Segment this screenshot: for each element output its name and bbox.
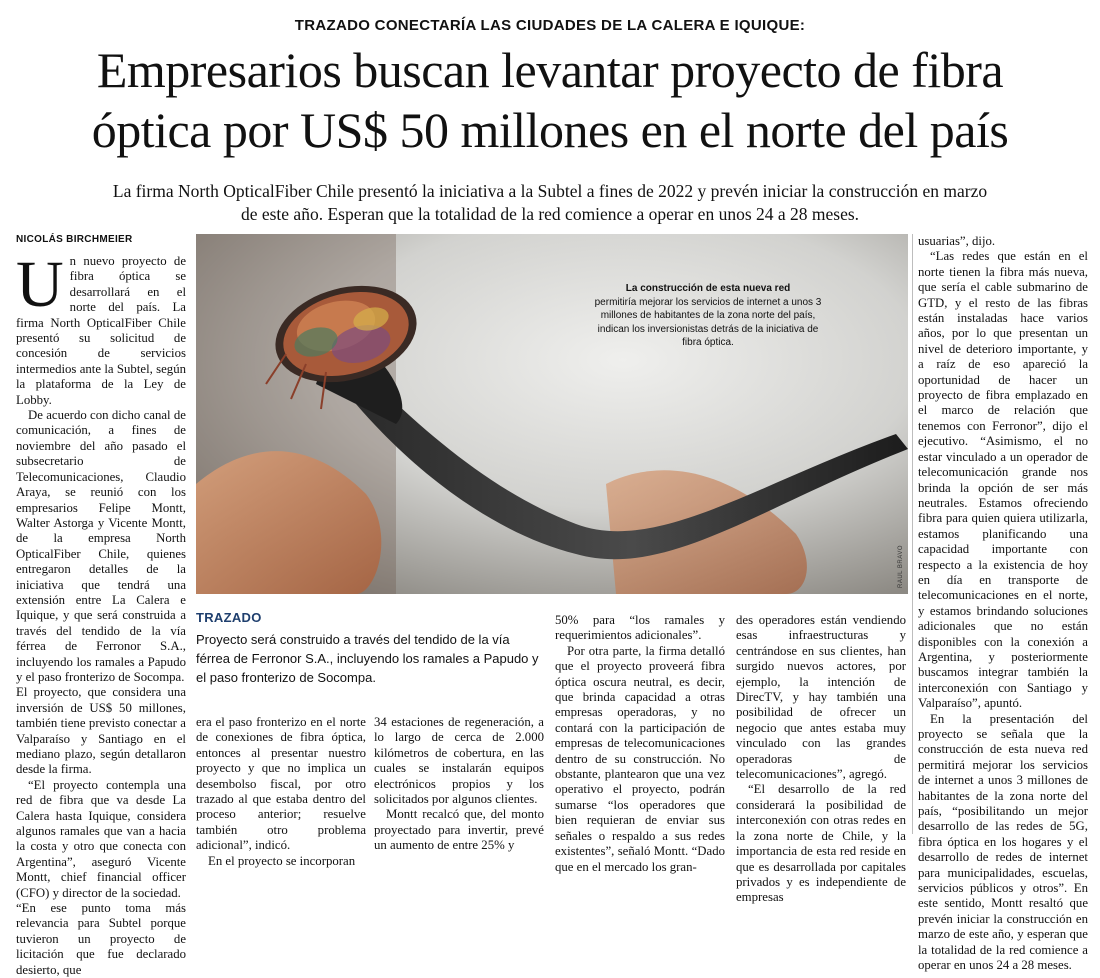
paragraph: 34 estaciones de regeneración, a lo largo de cerca de 2.000 kilómetros de cobertura, en las cuales se instalarán equipos electrónicos propios y los solicitados por algunos clientes.	[374, 715, 544, 807]
sidebar-box-text: Proyecto será construido a través del tendido de la vía férrea de Ferronor S.A., incluyendo los ramales a Papudo y el paso fronterizo de Socompa.	[196, 632, 539, 685]
paragraph: des operadores están vendiendo esas infraestructuras y centrándose en sus clientes, han surgido nuevos actores, por ejemplo, la intención de DirecTV, y hay también una posibilidad de ofrecer un negocio que antes estaba muy vinculado con las grandes operadoras de telecomunicaciones”, agregó.	[736, 613, 906, 782]
drop-cap: U	[16, 248, 64, 321]
paragraph: “El desarrollo de la red considerará la posibilidad de interconexión con otras redes en la zona norte de Chile, y la importancia de esta red reside en que es desarrollada por capitales privados y es independiente de empresas	[736, 782, 906, 905]
paragraph: Por otra parte, la firma detalló que el proyecto proveerá fibra óptica oscura neutral, es decir, que brinda capacidad a otras empresas operadoras, y no contará con la participación de empresas de telecomunicaciones dentro de su construcción. No obstante, plantearon que una vez operativo el proyecto, podrán sumarse “los operadores que bien requieran de enviar sus señales o respaldo a sus redes existentes”, señaló Montt. “Dado que en el mercado los gran-	[555, 643, 725, 874]
paragraph: “En ese punto toma más relevancia para Subtel porque tuvieron un proyecto de licitación que fue declarado desierto, que	[16, 901, 186, 977]
paragraph: En la presentación del proyecto se señala que la construcción de esta nueva red permitirá mejorar los servicios de internet a unos 3 millones de habitantes de la zona norte del país, “posibilitando un mejor desarrollo de las redes de 5G, fibra óptica en los hogares y el desarrollo de redes de internet para municipalidades, escuelas, servicios públicos y otros”. En este sentido, Montt resaltó que prevén iniciar la construcción en marzo de este año, y esperan que la totalidad de la red comience a operar en unos 24 a 28 meses.	[918, 711, 1088, 973]
deck-line-2: de este año. Esperan que la totalidad de la red comience a operar en unos 24 a 28 meses.	[240, 204, 860, 224]
paragraph: Montt recalcó que, del monto proyectado para invertir, prevé un aumento de entre 25% y	[374, 807, 544, 853]
deck	[70, 180, 1030, 226]
paragraph: “Las redes que están en el norte tienen la fibra más nueva, que sería el cable submarino de GTD, y el resto de las fibras están instaladas hace varios años, por lo que presentan un nivel de deterioro importante, y a raíz de eso apareció la oportunidad de hacer un proyecto de fibra emplazado en el marco de relación que tenemos con Ferronor”, dijo el ejecutivo. “Asimismo, el no estar vinculado a un operador de telecomunicación grande nos brinda la opción de ser más neutrales. Estamos ofreciendo fibra para quien quiera utilizarla, estamos planificando una capacidad importante con respecto a la existencia de hoy en día en transporte de telecomunicaciones en el norte, y estamos brindando soluciones adicionales que no están disponibles con la conexión a Argentina, y posteriormente buscamos integrar también la interconexión con Santiago y Valparaíso”, apuntó.	[918, 249, 1088, 711]
paragraph: En el proyecto se incorporan	[208, 853, 356, 868]
kicker: TRAZADO CONECTARÍA LAS CIUDADES DE LA CALERA E IQUIQUE:	[294, 17, 806, 34]
paragraph: usuarias”, dijo.	[918, 234, 996, 248]
deck-line-1: La firma North OpticalFiber Chile presentó la iniciativa a la Subtel a fines de 2022 y prevén iniciar la construcción en marzo	[112, 181, 988, 201]
headline-line-2: óptica por US$ 50 millones en el norte del país	[91, 102, 1009, 158]
paragraph-text: n nuevo proyecto de fibra óptica se desarrollará en el norte del país. La firma North OpticalFiber Chile presentó su solicitud de concesión de servicios intermedios ante la Subtel, según la plataforma de la Ley de Lobby.	[16, 254, 186, 407]
sidebar-box-title: TRAZADO	[196, 610, 262, 625]
article-column-1	[16, 248, 186, 978]
headline	[10, 40, 1090, 160]
article-column-4	[555, 613, 725, 875]
paragraph: “El proyecto contempla una red de fibra que va desde La Calera hasta Iquique, considera algunos ramales que van a hacia la costa y otro que conecta con Argentina”, aseguró Vicente Montt, chief financial officer (CFO) y director de la sociedad.	[16, 777, 186, 900]
headline-line-1: Empresarios buscan levantar proyecto de fibra	[96, 42, 1004, 98]
photo-caption	[593, 282, 823, 350]
paragraph	[16, 248, 186, 408]
paragraph: El proyecto, que considera una inversión de US$ 50 millones, también tiene previsto conectar a Valparaíso y Santiago en el mediano plazo, según detallaron desde la firma.	[16, 685, 186, 777]
article-column-6	[918, 234, 1088, 974]
photo-credit: RAÚL BRAVO	[898, 545, 904, 589]
byline: NICOLÁS BIRCHMEIER	[16, 234, 133, 245]
column-divider	[912, 234, 913, 834]
article-column-5	[736, 613, 906, 906]
paragraph: 50% para “los ramales y requerimientos adicionales”.	[555, 613, 725, 643]
caption-bold: La construcción de esta nueva red	[625, 283, 791, 294]
article-column-2	[196, 715, 366, 869]
paragraph: De acuerdo con dicho canal de comunicación, a fines de noviembre del año pasado el subsecretario de Telecomunicaciones, Claudio Araya, se reunió con los empresarios Felipe Montt, Walter Astorga y Vicente Montt, de la empresa North OpticalFiber Chile, quienes entregaron detalles de la iniciativa que tendrá una extensión entre La Calera e Iquique, y que será construida a través del tendido de la vía férrea de Ferronor S.A., incluyendo los ramales a Papudo y el paso fronterizo de Socompa.	[16, 408, 186, 684]
paragraph: era el paso fronterizo en el norte de conexiones de fibra óptica, entonces al presentar nuestro proyecto y que no implica un desembolso fiscal, por otro trazado al que estaba dentro del proceso anterior; resuelve también otro problema adicional”, indicó.	[196, 715, 366, 853]
caption-text: permitiría mejorar los servicios de internet a unos 3 millones de habitantes de la zona norte del país, indican los inversionistas detrás de la iniciativa de fibra óptica.	[594, 296, 822, 348]
article-column-3	[374, 715, 544, 854]
